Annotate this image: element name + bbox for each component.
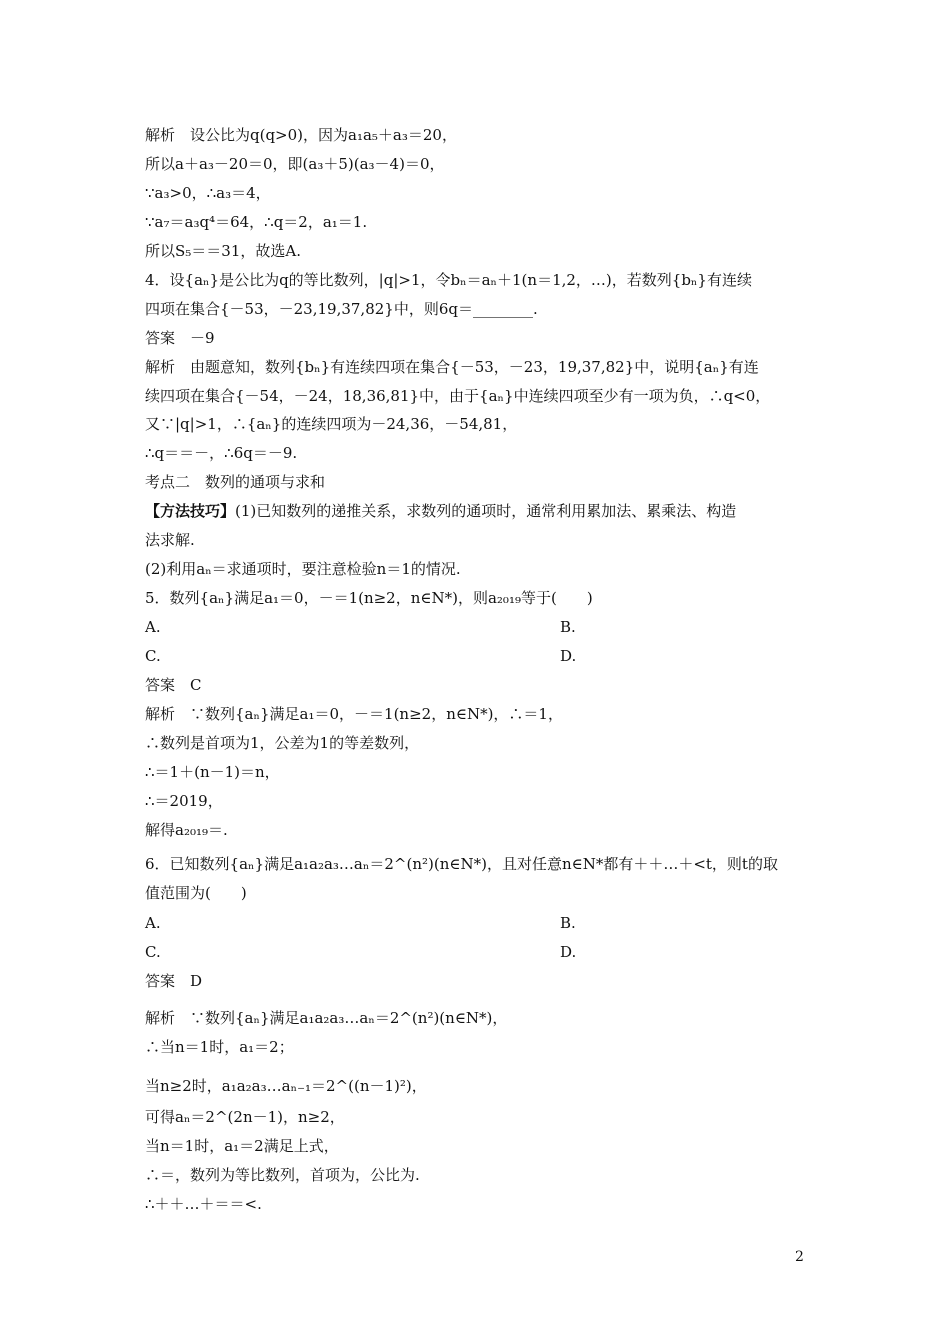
text-line: 解析 ∵数列{aₙ}满足a₁a₂a₃…aₙ＝2^(n²)(n∈N*)， [145,1009,508,1027]
text-line: 又∵|q|>1，∴{aₙ}的连续四项为－24,36，－54,81， [145,415,518,433]
text-line: 当n≥2时，a₁a₂a₃…aₙ₋₁＝2^((n－1)²)， [145,1077,427,1095]
text-line: ∵a₃>0，∴a₃＝4， [145,184,271,202]
text-line: 法求解. [145,531,195,549]
question-4: 4．设{aₙ}是公比为q的等比数列，|q|>1，令bₙ＝aₙ＋1(n＝1,2，…)，若数列{bₙ}有连续 [145,271,752,289]
option-row [145,646,825,666]
text-line: ∵a₇＝a₃q⁴＝64，∴q＝2，a₁＝1. [145,213,368,231]
text-line: (2)利用aₙ＝求通项时，要注意检验n＝1的情况. [145,560,461,578]
option-row [145,617,825,637]
option-row [145,913,825,933]
text-line: 可得aₙ＝2^(2n－1)，n≥2， [145,1108,345,1126]
text-line: ∴＝，数列为等比数列，首项为，公比为. [145,1166,420,1184]
text-line: 四项在集合{－53，－23,19,37,82}中，则6q＝________. [145,300,538,318]
text-line: 解得a₂₀₁₉＝. [145,821,228,839]
answer-line: 答案 －9 [145,329,215,347]
page-number: 2 [795,1249,804,1265]
text-line: ∴当n＝1时，a₁＝2； [145,1038,294,1056]
option-b: B. [560,914,576,932]
method-tip-label: 【方法技巧】 [145,502,236,520]
text-line: 当n＝1时，a₁＝2满足上式， [145,1137,339,1155]
text-line: 值范围为( ) [145,884,247,902]
option-a: A. [145,618,161,636]
option-b: B. [560,618,576,636]
answer-line: 答案 C [145,676,202,694]
text-line: 所以a＋a₃－20＝0，即(a₃＋5)(a₃－4)＝0， [145,155,445,173]
section-heading: 考点二 数列的通项与求和 [145,473,326,491]
text-line: ∴＋＋…＋＝＝<. [145,1195,262,1213]
option-row [145,942,825,962]
option-d: D. [560,647,577,665]
text-line: ∴＝2019， [145,792,223,810]
option-c: C. [145,943,161,961]
method-tip: 【方法技巧】(1)已知数列的递推关系，求数列的通项时，通常利用累加法、累乘法、构造 [145,502,737,520]
text-line: 解析 设公比为q(q>0)，因为a₁a₅＋a₃＝20， [145,126,457,144]
text-line: 续四项在集合{－54，－24，18,36,81}中，由于{aₙ}中连续四项至少有一项为负，∴q<0， [145,387,771,405]
option-c: C. [145,647,161,665]
text-line: 所以S₅＝＝31，故选A. [145,242,301,260]
answer-line: 答案 D [145,972,203,990]
option-a: A. [145,914,161,932]
question-5: 5．数列{aₙ}满足a₁＝0，－＝1(n≥2，n∈N*)，则a₂₀₁₉等于( ) [145,589,593,607]
text-line: 解析 ∵数列{aₙ}满足a₁＝0，－＝1(n≥2，n∈N*)，∴＝1， [145,705,563,723]
question-6: 6．已知数列{aₙ}满足a₁a₂a₃…aₙ＝2^(n²)(n∈N*)，且对任意n∈N*都有＋＋…＋<t，则t的取 [145,855,778,873]
text-line: ∴数列是首项为1，公差为1的等差数列， [145,734,420,752]
text-line: 解析 由题意知，数列{bₙ}有连续四项在集合{－53，－23，19,37,82}中，说明{aₙ}有连 [145,358,759,376]
option-d: D. [560,943,577,961]
text-line: ∴＝1＋(n－1)＝n， [145,763,280,781]
text-line: ∴q＝＝－，∴6q＝－9. [145,444,298,462]
